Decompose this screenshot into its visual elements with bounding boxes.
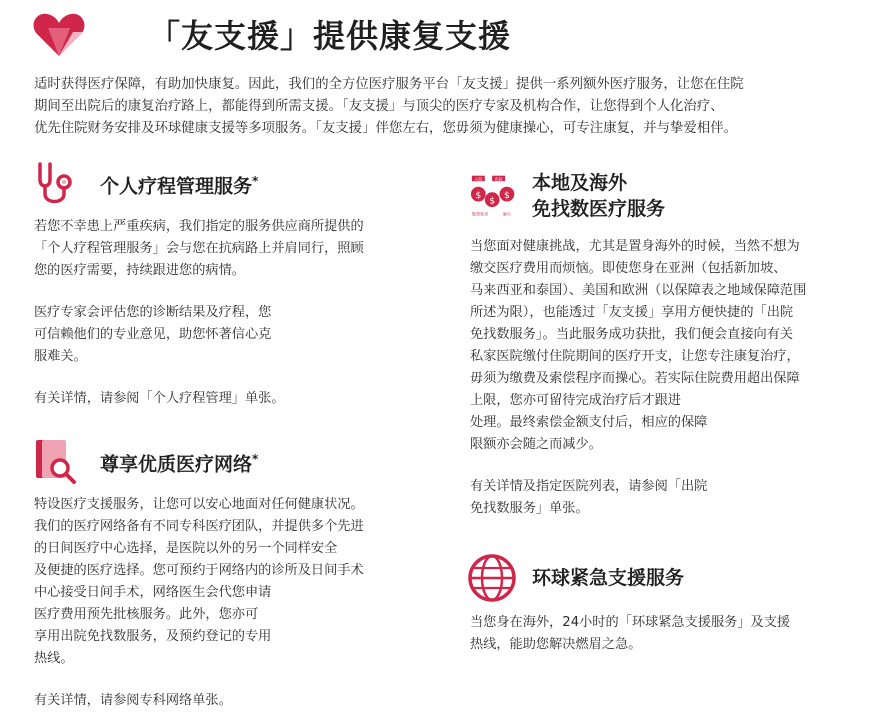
icon-label: 确实: [502, 211, 512, 217]
section-header: [30, 436, 440, 488]
stethoscope-icon: [30, 158, 82, 210]
text-line: 有关详情，请参阅专科网络单张。: [34, 693, 232, 708]
text-line: 若您不幸患上严重疾病，我们指定的服务供应商所提供的: [34, 219, 364, 234]
section-title: [100, 168, 258, 199]
section-body: [34, 216, 440, 410]
text-line: 可信赖他们的专业意见，助您怀著信心克: [34, 327, 272, 342]
text-line: 享用出院免找数服务，及预约登记的专用: [34, 629, 272, 644]
intro-text: [34, 74, 864, 140]
icon-label: 出院: [494, 176, 503, 182]
text-line: 热线，能助您解决燃眉之急。: [470, 637, 642, 652]
footnote-star: *: [252, 452, 259, 467]
paragraph: [470, 612, 866, 656]
paragraph: [34, 388, 440, 410]
section-body: [470, 612, 866, 656]
text-line: 的日间医疗中心选择，是医院以外的另一个同样安全: [34, 541, 338, 556]
intro-line: 期间至出院后的康复治疗路上，都能得到所需支援。「友支援」与顶尖的医疗专家及机构合作，让您得到个人化治疗、: [34, 99, 724, 114]
svg-text:$: $: [489, 195, 496, 207]
text-line: 当您面对健康挑战，尤其是置身海外的时候，当然不想为: [470, 239, 800, 254]
text-line: 马来西亚和泰国）、美国和欧洲（以保障表之地域保障范围: [470, 283, 807, 298]
text-line: 医疗专家会评估您的诊断结果及疗程，您: [34, 305, 272, 320]
text-line: 医疗费用预先批核服务。此外，您亦可: [34, 607, 259, 622]
section-title-text: 环球紧急支援服务: [532, 567, 685, 589]
text-line: 上限，您亦可留待完成治疗后才跟进: [470, 393, 681, 408]
icon-label: 入院: [474, 176, 483, 182]
section-title-text: 个人疗程管理服务: [100, 175, 253, 198]
intro-line: 优先住院财务安排及环球健康支援等多项服务。「友支援」伴您左右，您毋须为健康操心，可专注康复，并与挚爱相伴。: [34, 121, 737, 136]
text-line: 热线。: [34, 651, 74, 666]
section-title: [532, 565, 684, 591]
text-line: 私家医院缴付住院期间的医疗开支，让您专注康复治疗，: [470, 349, 800, 364]
section-body: [34, 494, 440, 712]
page-title: 「友支援」提供康复支援: [148, 17, 512, 55]
footnote-star: *: [252, 174, 259, 189]
text-line: 处理。最终索偿金额支付后，相应的保障: [470, 415, 708, 430]
section-cashless: [466, 170, 866, 520]
text-line: 「个人疗程管理服务」会与您在抗病路上并肩同行，照顾: [34, 241, 364, 256]
paragraph: [34, 302, 440, 368]
text-line: 您的医疗需要，持续跟进您的病情。: [34, 263, 245, 278]
text-line: 缴交医疗费用而烦恼。即使您身在亚洲（包括新加坡、: [470, 261, 787, 276]
intro-line: 适时获得医疗保障，有助加快康复。因此，我们的全方位医疗服务平台「友支援」提供一系列额外医疗服务，让您在住院: [34, 77, 744, 92]
section-header: [466, 552, 866, 604]
text-line: 毋须为缴费及索偿程序而操心。若实际住院费用超出保障: [470, 371, 800, 386]
text-line: 有关详情及指定医院列表，请参阅「出院: [470, 479, 708, 494]
section-personal-case: [30, 158, 440, 410]
text-line: 服难关。: [34, 349, 87, 364]
section-header: [30, 158, 440, 210]
text-line: 所述为限），也能透过「友支援」享用方便快捷的「出院: [470, 305, 794, 320]
text-line: 限额亦会随之而减少。: [470, 437, 602, 452]
paragraph: [470, 236, 866, 456]
text-line: 中心接受日间手术，网络医生会代您申请: [34, 585, 272, 600]
svg-text:$: $: [475, 189, 482, 201]
heart-logo-icon: [32, 10, 86, 58]
text-line: 及便捷的医疗选择。您可预约于网络内的诊所及日间手术: [34, 563, 364, 578]
section-medical-network: [30, 436, 440, 712]
paragraph: [34, 494, 440, 670]
text-line: 免找数服务」。当此服务成功获批，我们便会直接向有关: [470, 327, 794, 342]
section-body: [470, 236, 866, 520]
section-title-line: 本地及海外: [532, 172, 628, 194]
hospital-cashless-icon: [466, 172, 522, 220]
icon-label: 缴费账单: [471, 211, 489, 217]
section-title: [100, 446, 258, 477]
text-line: 有关详情，请参阅「个人疗程管理」单张。: [34, 391, 285, 406]
text-line: 免找数服务」单张。: [470, 501, 589, 516]
svg-text:$: $: [503, 189, 510, 201]
book-search-icon: [30, 436, 82, 488]
text-line: 我们的医疗网络备有不同专科医疗团队，并提供多个先进: [34, 519, 364, 534]
paragraph: [470, 476, 866, 520]
text-line: 当您身在海外，24小时的「环球紧急支援服务」及支援: [470, 615, 791, 630]
paragraph: [34, 690, 440, 712]
text-line: 特设医疗支援服务，让您可以安心地面对任何健康状况。: [34, 497, 364, 512]
section-title-line: 免找数医疗服务: [532, 198, 666, 220]
section-global-emergency: [466, 552, 866, 656]
paragraph: [34, 216, 440, 282]
section-header: [466, 170, 866, 222]
section-title: [532, 170, 665, 222]
header: [32, 10, 511, 58]
section-title-text: 尊享优质医疗网络: [100, 453, 253, 476]
globe-icon: [466, 552, 518, 604]
